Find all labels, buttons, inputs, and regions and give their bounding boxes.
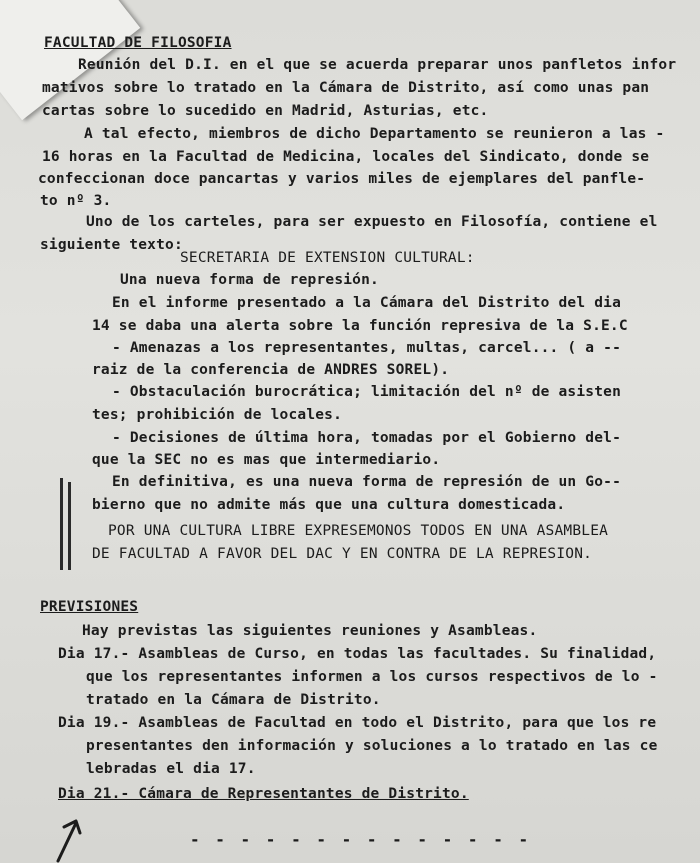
text-line: confeccionan doce pancartas y varios miles de ejemplares del panfle-: [38, 171, 646, 187]
text-line: que los representantes informen a los cursos respectivos de lo -: [86, 669, 658, 685]
poster-line: - Obstaculación burocrática; limitación del nº de asisten: [112, 384, 621, 400]
poster-slogan: POR UNA CULTURA LIBRE EXPRESEMONOS TODOS EN UNA ASAMBLEA: [108, 523, 609, 539]
margin-mark: [68, 482, 71, 570]
text-line: Dia 19.- Asambleas de Facultad en todo el Distrito, para que los re: [58, 715, 657, 731]
poster-line: bierno que no admite más que una cultura domesticada.: [92, 497, 566, 513]
poster-line: - Amenazas a los representantes, multas, carcel... ( a --: [112, 340, 621, 356]
poster-line: 14 se daba una alerta sobre la función represiva de la S.E.C: [92, 318, 628, 334]
poster-line: que la SEC no es mas que intermediario.: [92, 452, 441, 468]
text-line: tratado en la Cámara de Distrito.: [86, 692, 381, 708]
poster-line: En el informe presentado a la Cámara del Distrito del dia: [112, 295, 621, 311]
text-line: cartas sobre lo sucedido en Madrid, Asturias, etc.: [42, 103, 489, 119]
poster-slogan: DE FACULTAD A FAVOR DEL DAC Y EN CONTRA DE LA REPRESION.: [92, 546, 593, 562]
text-line: mativos sobre lo tratado en la Cámara de Distrito, así como unas pan: [42, 80, 650, 96]
text-line: siguiente texto:: [40, 237, 183, 253]
poster-line: tes; prohibición de locales.: [92, 407, 343, 423]
text-line: 16 horas en la Facultad de Medicina, locales del Sindicato, donde se: [42, 149, 650, 165]
section-heading-filosofia: FACULTAD DE FILOSOFIA: [44, 35, 232, 51]
text-line: Reunión del D.I. en el que se acuerda preparar unos panfletos infor: [78, 57, 677, 73]
arrow-icon: [50, 815, 90, 863]
poster-line: raiz de la conferencia de ANDRES SOREL).: [92, 362, 450, 378]
poster-line: Una nueva forma de represión.: [120, 272, 379, 288]
text-line: Uno de los carteles, para ser expuesto en Filosofía, contiene el: [86, 214, 658, 230]
poster-line: - Decisiones de última hora, tomadas por el Gobierno del-: [112, 430, 621, 446]
text-line: A tal efecto, miembros de dicho Departamento se reunieron a las -: [84, 126, 665, 142]
text-line: Hay previstas las siguientes reuniones y Asambleas.: [82, 623, 538, 639]
text-line: lebradas el dia 17.: [86, 761, 256, 777]
section-heading-previsiones: PREVISIONES: [40, 599, 139, 615]
poster-title: SECRETARIA DE EXTENSION CULTURAL:: [180, 250, 475, 266]
text-line: to nº 3.: [40, 193, 112, 209]
separator-line: - - - - - - - - - - - - - -: [190, 830, 532, 849]
poster-line: En definitiva, es una nueva forma de represión de un Go--: [112, 474, 621, 490]
text-line: presentantes den información y soluciones a lo tratado en las ce: [86, 738, 658, 754]
margin-mark: [60, 478, 63, 570]
text-line: Dia 17.- Asambleas de Curso, en todas las facultades. Su finalidad,: [58, 646, 657, 662]
text-line: Dia 21.- Cámara de Representantes de Distrito.: [58, 786, 469, 802]
